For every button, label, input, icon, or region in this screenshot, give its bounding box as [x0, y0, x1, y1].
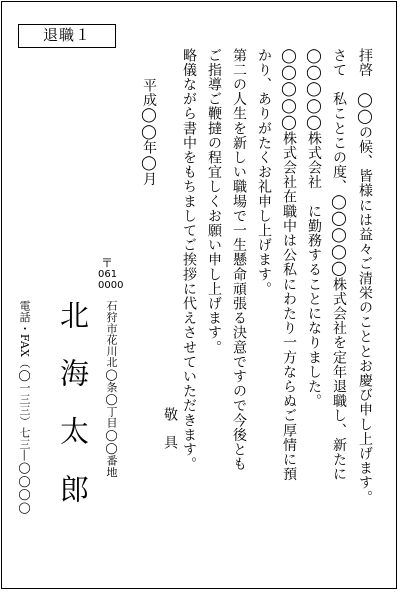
letter-line-7: ご指導ご鞭撻の程宜しくお願い申し上げます。: [206, 48, 222, 355]
letter-line-3: ◯◯◯◯◯株式会社 に勤務することになりました。: [306, 48, 322, 409]
letter-line-8: 略儀ながら書中をもちましてご挨拶に代えさせていただきます。: [181, 48, 197, 472]
title-tag: 退職１: [18, 24, 116, 48]
address: 石狩市花川北◯条◯丁目◯◯番地: [105, 300, 118, 478]
letter-line-2: さて 私ことこの度、◯◯◯◯◯株式会社を定年退職し、新たに: [331, 48, 347, 482]
letter-line-6: 第二の人生を新しい職場で一生懸命頑張る決意ですので今後とも: [231, 48, 247, 472]
greeting-card: [1, 1, 397, 589]
date: 平成◯◯年◯月: [141, 78, 157, 187]
letter-line-1: 拝啓 ◯◯の候、皆様には益々ご清栄のこととお慶び申し上げます。: [357, 48, 373, 505]
phone-fax: 電話・FAX（◯一三三）七三―◯◯◯◯: [18, 300, 31, 515]
letter-line-4: ◯◯◯◯◯株式会社在職中は公私にわたり一方ならぬご厚情に預: [281, 48, 297, 482]
postal-code-part-1: 061: [98, 269, 118, 280]
letter-line-5: かり、ありがたくお礼申し上げます。: [256, 48, 272, 297]
sender-name: 北 海 太 郎: [56, 300, 90, 503]
postal-code-part-2: 0000: [98, 280, 124, 291]
postal-mark-icon: 〒: [100, 256, 113, 270]
closing: 敬具: [162, 407, 178, 463]
postal-code: [98, 256, 124, 291]
